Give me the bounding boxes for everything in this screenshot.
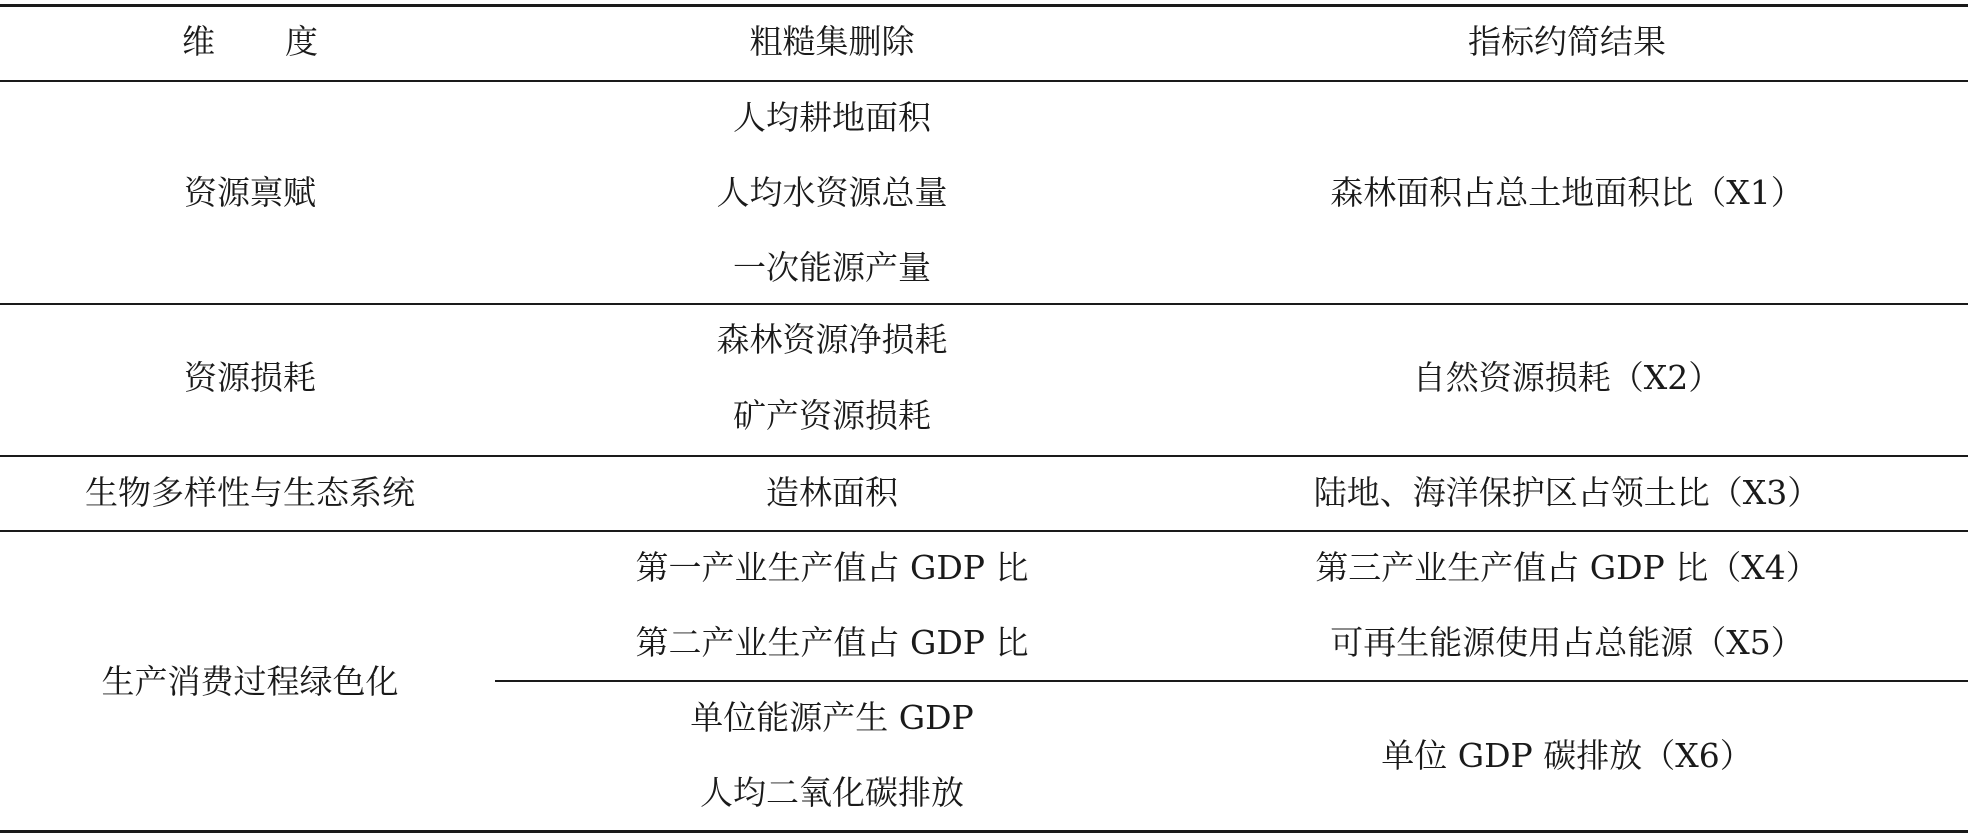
deleted-indicator: 森林资源净损耗 xyxy=(716,320,948,359)
deleted-indicator: 人均二氧化碳排放 xyxy=(700,773,964,812)
result-indicator: 陆地、海洋保护区占领土比（X3） xyxy=(1313,473,1821,512)
row-dimension: 资源禀赋 xyxy=(184,173,316,212)
table-top-rule xyxy=(0,4,1968,7)
row-dimension: 生产消费过程绿色化 xyxy=(101,662,399,701)
header-rough-set-deletion: 粗糙集删除 xyxy=(749,22,915,61)
row-dimension: 生物多样性与生态系统 xyxy=(85,473,415,512)
result-indicator: 可再生能源使用占总能源（X5） xyxy=(1330,623,1804,662)
header-rule xyxy=(0,80,1968,82)
deleted-indicator: 一次能源产量 xyxy=(733,248,931,287)
deleted-indicator: 人均水资源总量 xyxy=(716,173,948,212)
result-indicator: 自然资源损耗（X2） xyxy=(1412,358,1722,397)
row-dimension: 资源损耗 xyxy=(184,358,316,397)
result-indicator: 森林面积占总土地面积比（X1） xyxy=(1330,173,1804,212)
deleted-indicator: 第一产业生产值占 GDP 比 xyxy=(635,548,1029,587)
deleted-indicator: 矿产资源损耗 xyxy=(733,396,931,435)
header-dimension-char: 度 xyxy=(285,22,318,61)
header-reduction-result: 指标约简结果 xyxy=(1468,22,1666,61)
header-dimension-char: 维 xyxy=(182,22,215,61)
row-divider xyxy=(0,303,1968,305)
deleted-indicator: 造林面积 xyxy=(766,473,898,512)
deleted-indicator: 第二产业生产值占 GDP 比 xyxy=(635,623,1029,662)
row-divider xyxy=(0,455,1968,457)
deleted-indicator: 单位能源产生 GDP xyxy=(690,698,974,737)
header-dimension xyxy=(182,22,318,62)
table-bottom-rule xyxy=(0,830,1968,833)
deleted-indicator: 人均耕地面积 xyxy=(733,98,931,137)
result-indicator: 单位 GDP 碳排放（X6） xyxy=(1381,736,1753,775)
result-indicator: 第三产业生产值占 GDP 比（X4） xyxy=(1315,548,1819,587)
row-divider xyxy=(0,530,1968,532)
sub-row-divider xyxy=(495,680,1968,682)
